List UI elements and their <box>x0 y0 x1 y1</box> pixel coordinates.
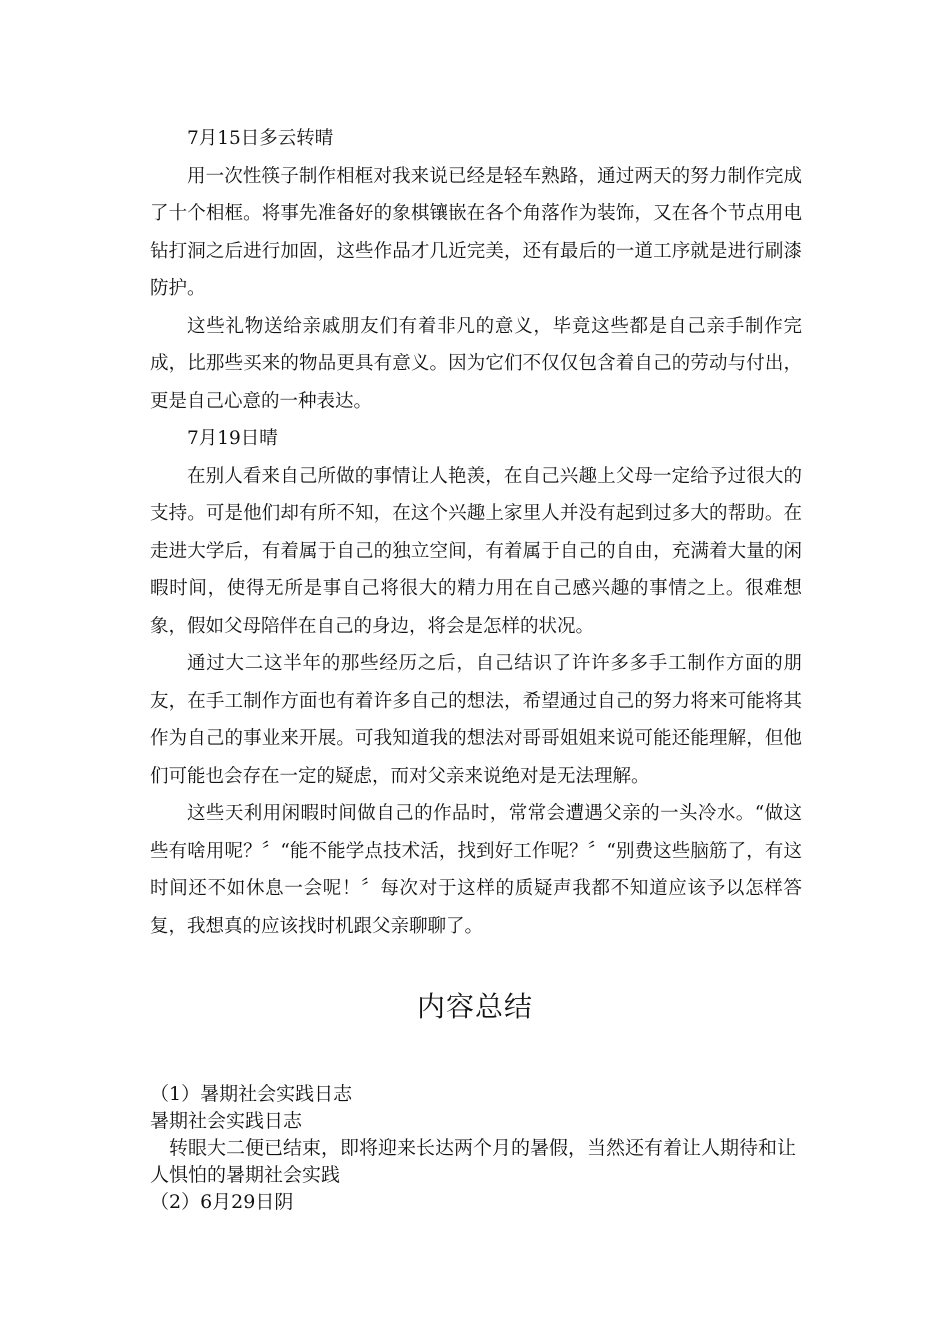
paragraph: 这些礼物送给亲戚朋友们有着非凡的意义，毕竟这些都是自己亲手制作完成，比那些买来的物品更具有意义。因为它们不仅仅包含着自己的劳动与付出，更是自己心意的一种表达。 <box>150 315 802 412</box>
summary-section <box>150 1081 802 1216</box>
summary-item: （1）暑期社会实践日志 <box>150 1083 353 1105</box>
paragraph: 通过大二这半年的那些经历之后，自己结识了许许多多手工制作方面的朋友，在手工制作方面也有着许多自己的想法，希望通过自己的努力将来可能将其作为自己的事业来开展。可我知道我的想法对哥哥姐姐来说可能还能理解，但他们可能也会存在一定的疑虑，而对父亲来说绝对是无法理解。 <box>150 653 802 787</box>
summary-text: 转眼大二便已结束，即将迎来长达两个月的暑假，当然还有着让人期待和让人惧怕的暑期社会实践 <box>150 1137 797 1186</box>
diary-body <box>150 120 802 945</box>
paragraph: 用一次性筷子制作相框对我来说已经是轻车熟路，通过两天的努力制作完成了十个相框。将事先准备好的象棋镶嵌在各个角落作为装饰，又在各个节点用电钻打洞之后进行加固，这些作品才几近完美，还有最后的一道工序就是进行刷漆防护。 <box>150 165 802 299</box>
entry-date: 7月15日多云转晴 <box>187 128 334 149</box>
summary-subtitle: 暑期社会实践日志 <box>150 1110 303 1132</box>
summary-title: 内容总结 <box>416 990 533 1023</box>
paragraph: 在别人看来自己所做的事情让人艳羡，在自己兴趣上父母一定给予过很大的支持。可是他们却有所不知，在这个兴趣上家里人并没有起到过多大的帮助。在走进大学后，有着属于自己的独立空间，有着属于自己的自由，充满着大量的闲暇时间，使得无所是事自己将很大的精力用在自己感兴趣的事情之上。很难想象，假如父母陪伴在自己的身边，将会是怎样的状况。 <box>150 465 802 637</box>
entry-date: 7月19日晴 <box>187 428 278 449</box>
paragraph: 这些天利用闲暇时间做自己的作品时，常常会遭遇父亲的一头冷水。“做这些有啥用呢？〞“能不能学点技术活，找到好工作呢？〞“别费这些脑筋了，有这时间还不如休息一会呢！〞每次对于这样的质疑声我都不知道应该予以怎样答复，我想真的应该找时机跟父亲聊聊了。 <box>150 803 802 937</box>
summary-item: （2）6月29日阴 <box>150 1191 294 1213</box>
